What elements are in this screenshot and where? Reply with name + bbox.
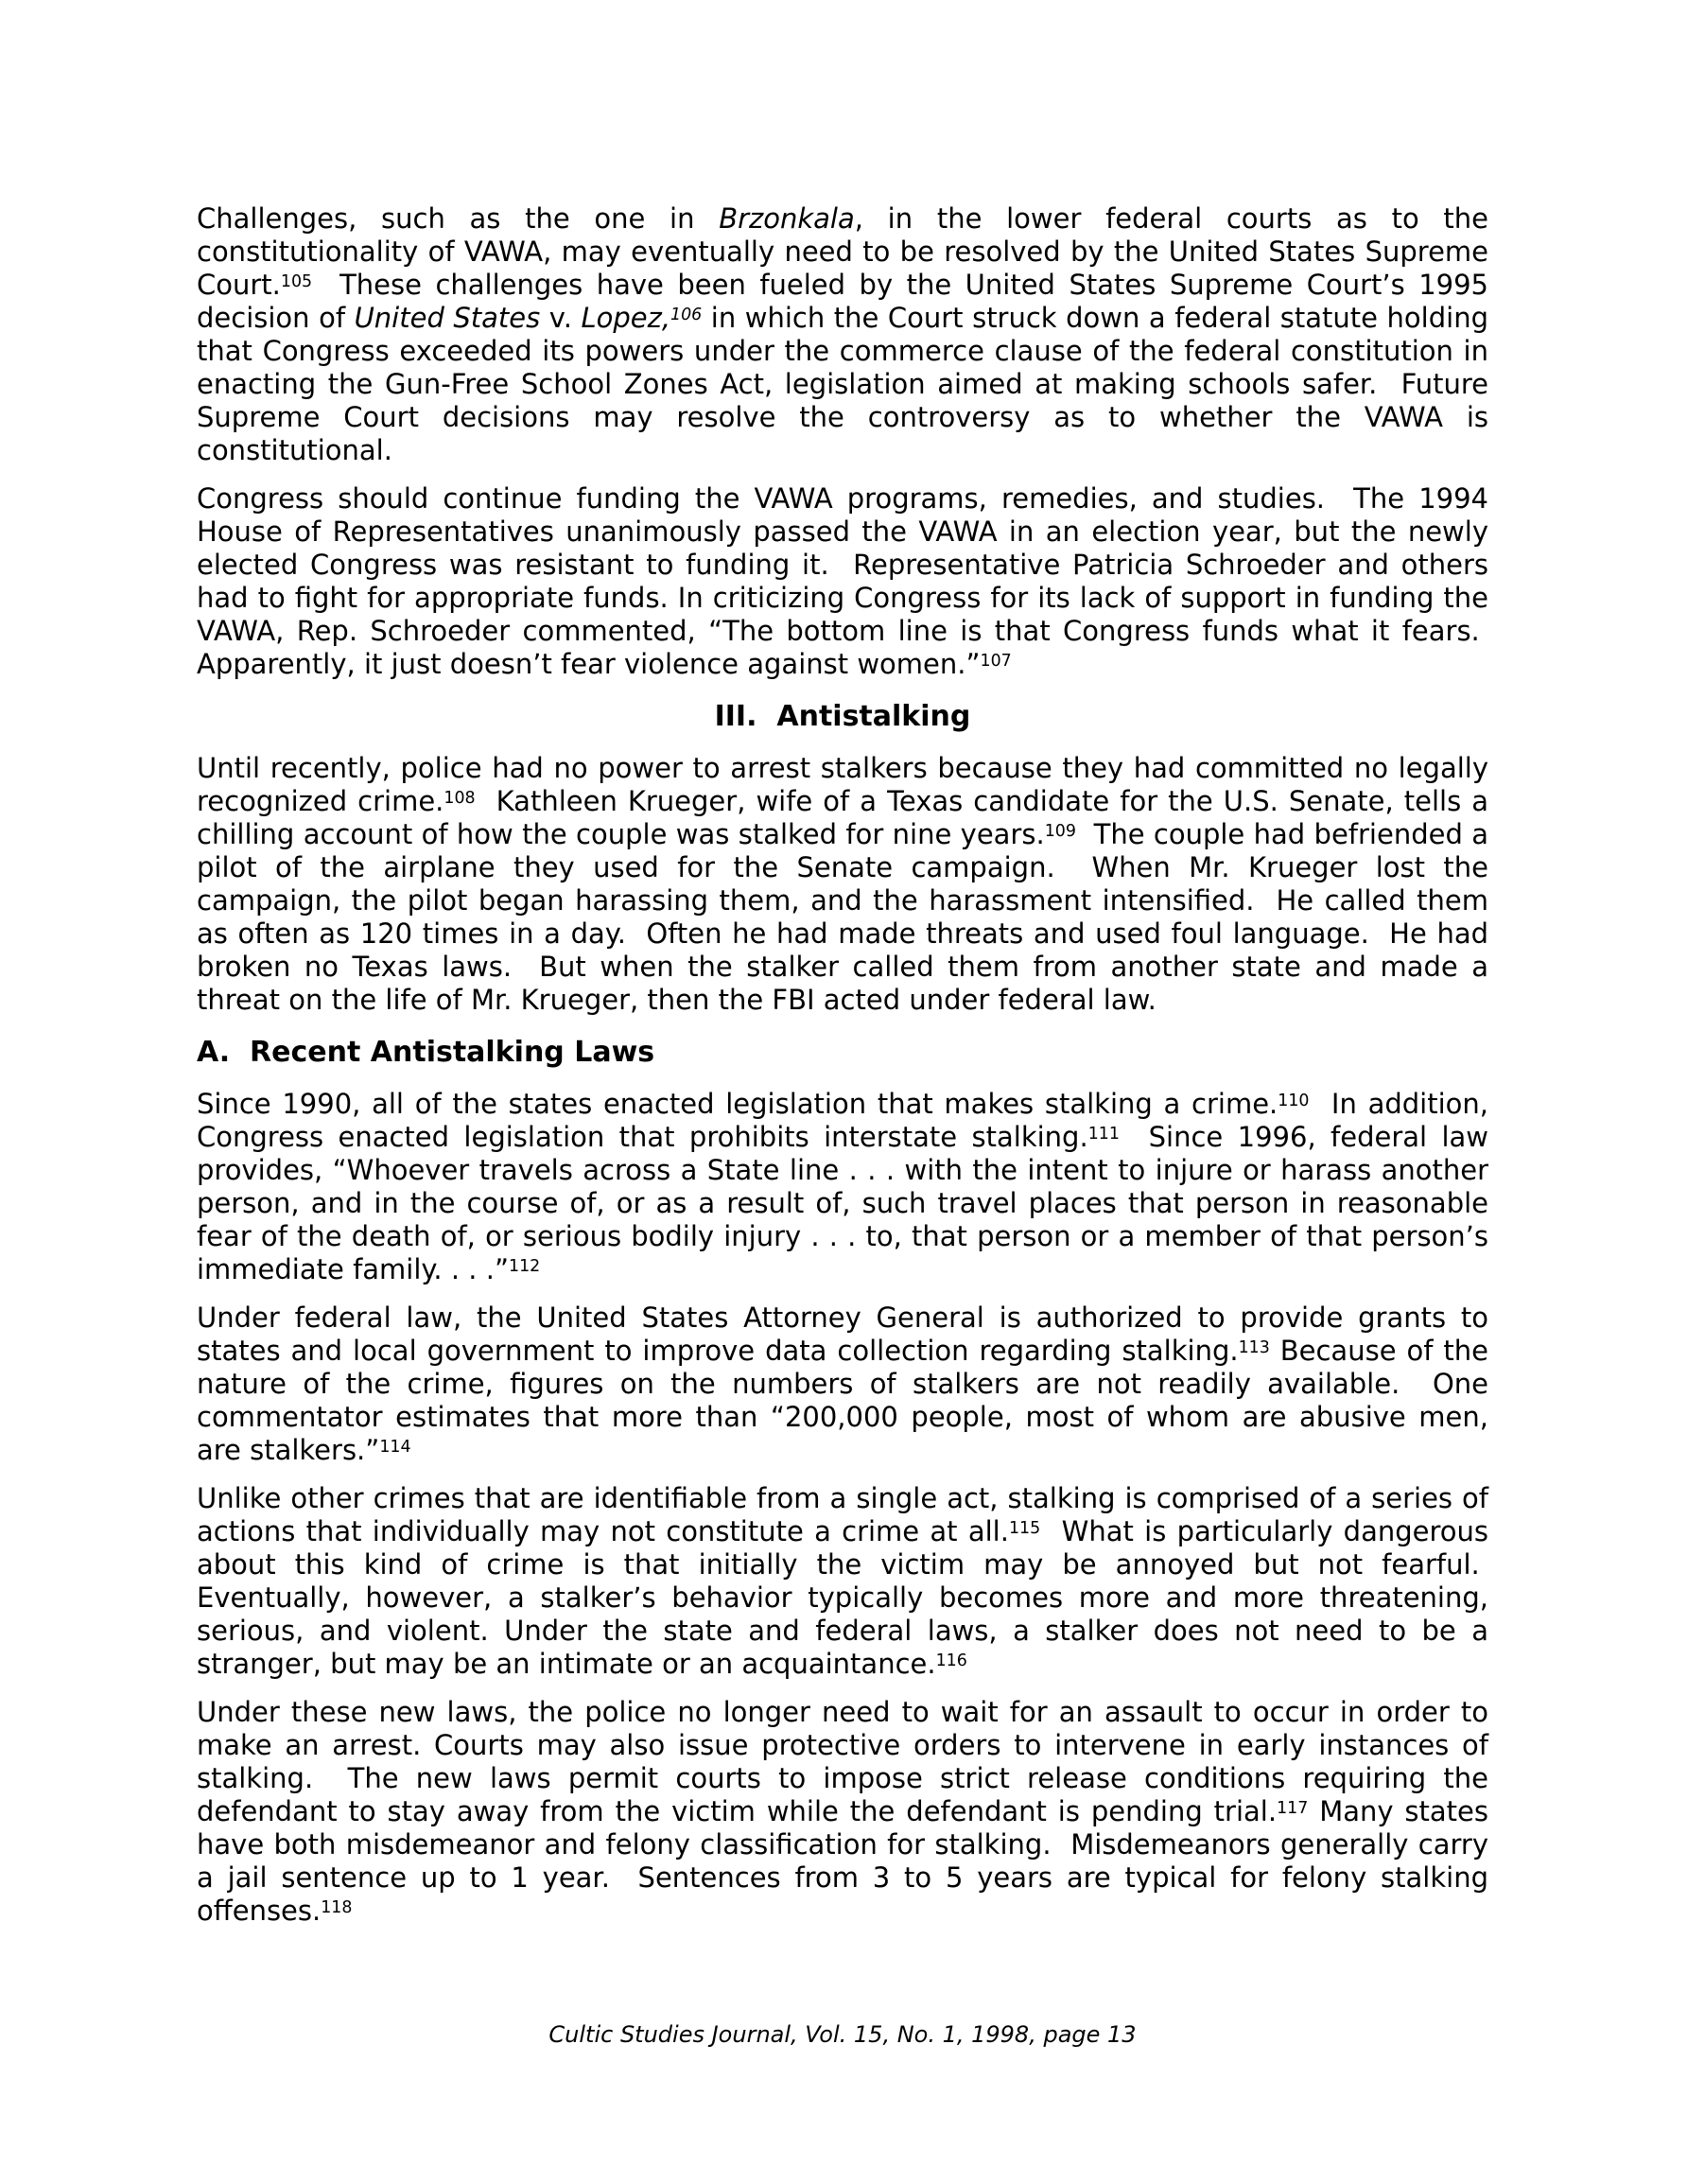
- paragraph-vawa-challenges: [197, 202, 1488, 467]
- text-run: Challenges, such as the one in: [197, 202, 720, 235]
- document-body: [197, 202, 1488, 1943]
- text-run: Since 1990, all of the states enacted legislation that makes stalking a crime.: [197, 1088, 1278, 1120]
- paragraph-stalking-series-of-actions: [197, 1482, 1488, 1681]
- text-run: These challenges have been fueled by the United States Supreme Court’s 1995 decision of: [197, 269, 1488, 334]
- text-run: Under these new laws, the police no longer need to wait for an assault to occur in order to make an arrest. Courts may also issue protective orders to intervene in early instances of stalking. The new laws permit courts to impose strict release conditions requiring the defendant to stay away from the victim while the defendant is pending trial.: [197, 1696, 1488, 1827]
- paragraph-attorney-general-grants: [197, 1302, 1488, 1467]
- footnote-ref: 116: [935, 1651, 967, 1671]
- text-run: What is particularly dangerous about this kind of crime is that initially the victim may be annoyed but not fearful. Eventually, however, a stalker’s behavior typically becomes more and more threatening, serious, and violent. Under the state and federal laws, a stalker does not need to be a stranger, but may be an intimate or an acquaintance.: [197, 1515, 1489, 1680]
- text-run: In addition, Congress enacted legislation that prohibits interstate stalking.: [197, 1088, 1488, 1153]
- text-run: Because of the nature of the crime, figures on the numbers of stalkers are not readily available. One commentator estimates that more than “200,000 people, most of whom are abusive men, are stalkers.”: [197, 1335, 1489, 1466]
- text-run: v.: [540, 302, 582, 334]
- paragraph-new-laws-enforcement: [197, 1696, 1488, 1928]
- footnote-ref: 106: [670, 306, 703, 325]
- subsection-heading-recent-antistalking-laws: A. Recent Antistalking Laws: [197, 1036, 655, 1069]
- page-footer: Cultic Studies Journal, Vol. 15, No. 1, 1998, page 13: [548, 2021, 1137, 2048]
- footnote-ref: 110: [1278, 1092, 1310, 1111]
- paragraph-state-federal-stalking-legislation: [197, 1088, 1488, 1286]
- footnote-ref: 105: [280, 272, 313, 292]
- footnote-ref: 115: [1008, 1519, 1041, 1539]
- footnote-ref: 108: [443, 789, 476, 809]
- text-run: Until recently, police had no power to arrest stalkers because they had committed no legally recognized crime.: [197, 752, 1488, 817]
- text-run: in which the Court struck down a federal statute holding that Congress exceeded its powers under the commerce clause of the federal constitution in enacting the Gun-Free School Zones Act, legislation aimed at making schools safer. Future Supreme Court decisions may resolve the controversy as to whether the VAWA is constitutional.: [197, 302, 1488, 466]
- footnote-ref: 107: [980, 652, 1012, 672]
- text-run: , in the lower federal courts as to the constitutionality of VAWA, may eventually need to be resolved by the United States Supreme Court.: [197, 202, 1488, 301]
- text-run: Unlike other crimes that are identifiable from a single act, stalking is comprised of a series of actions that individually may not constitute a crime at all.: [197, 1482, 1488, 1547]
- text-run: Many states have both misdemeanor and felony classification for stalking. Misdemeanors generally carry a jail sentence up to 1 year. Sentences from 3 to 5 years are typical for felony stalking offenses.: [197, 1795, 1489, 1927]
- footnote-ref: 113: [1238, 1338, 1270, 1358]
- paragraph-stalking-krueger-account: [197, 752, 1488, 1017]
- text-run: The couple had befriended a pilot of the airplane they used for the Senate campaign. When Mr. Krueger lost the campaign, the pilot began harassing them, and the harassment intensified. He called them as often as 120 times in a day. Often he had made threats and used foul language. He had broken no Texas laws. But when the stalker called them from another state and made a threat on the life of Mr. Krueger, then the FBI acted under federal law.: [197, 818, 1488, 1016]
- footnote-ref: 112: [509, 1257, 541, 1277]
- footnote-ref: 111: [1087, 1125, 1120, 1144]
- section-heading-antistalking: III. Antistalking: [714, 700, 971, 733]
- paragraph-vawa-funding: [197, 482, 1488, 681]
- text-run: Kathleen Krueger, wife of a Texas candidate for the U.S. Senate, tells a chilling account of how the couple was stalked for nine years.: [197, 785, 1488, 850]
- footnote-ref: 118: [321, 1898, 353, 1918]
- text-run: Congress should continue funding the VAWA programs, remedies, and studies. The 1994 House of Representatives unanimously passed the VAWA in an election year, but the newly elected Congress was resistant to funding it. Representative Patricia Schroeder and others had to fight for appropriate funds. In criticizing Congress for its lack of support in funding the VAWA, Rep. Schroeder commented, “The bottom line is that Congress funds what it fears. Apparently, it just doesn’t fear violence against women.”: [197, 482, 1488, 680]
- text-run: Lopez,: [581, 302, 671, 334]
- text-run: United States: [354, 302, 541, 334]
- footnote-ref: 109: [1044, 822, 1076, 842]
- footnote-ref: 114: [379, 1438, 411, 1458]
- text-run: Since 1996, federal law provides, “Whoever travels across a State line . . . with the intent to injure or harass another person, and in the course of, or as a result of, such travel places that person in reasonable fear of the death of, or serious bodily injury . . . to, that person or a member of that person’s immediate family. . . .”: [197, 1121, 1489, 1285]
- text-run: Under federal law, the United States Attorney General is authorized to provide grants to states and local government to improve data collection regarding stalking.: [197, 1302, 1488, 1367]
- text-run: Brzonkala: [719, 202, 855, 235]
- footnote-ref: 117: [1277, 1799, 1309, 1819]
